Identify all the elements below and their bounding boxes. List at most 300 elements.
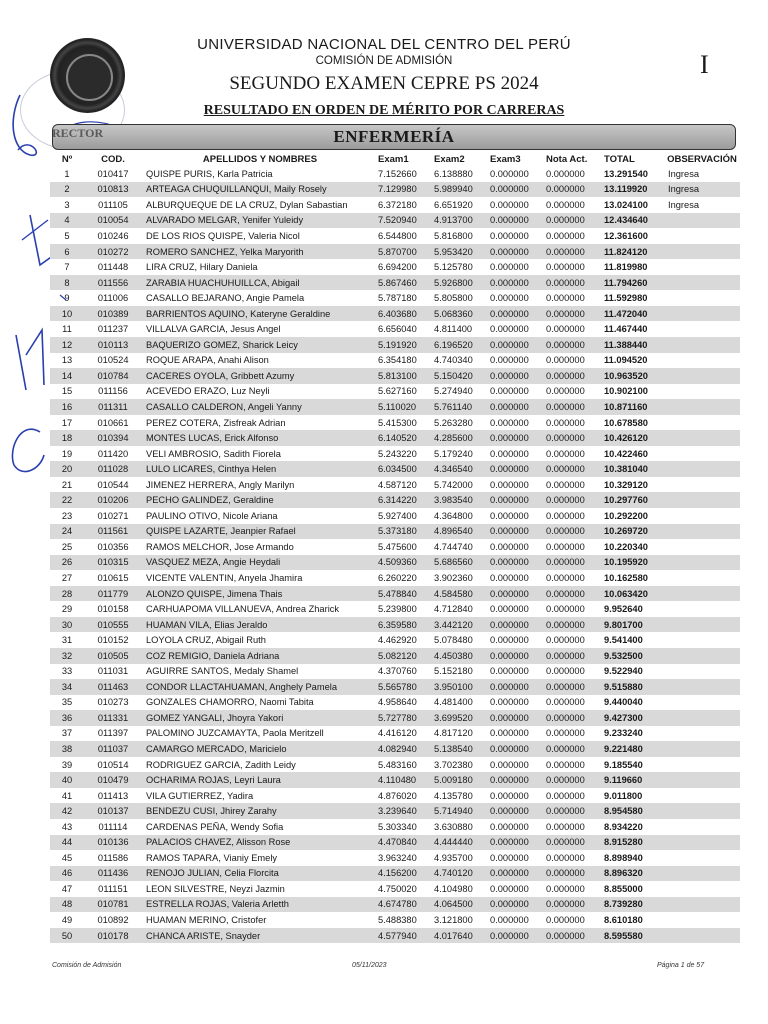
exam1-score: 4.876020 bbox=[378, 790, 417, 801]
row-number: 39 bbox=[61, 759, 73, 770]
student-name: RODRIGUEZ GARCIA, Zadith Leidy bbox=[146, 759, 296, 770]
exam1-score: 5.927400 bbox=[378, 510, 417, 521]
student-name: CASALLO CALDERON, Angeli Yanny bbox=[142, 399, 378, 415]
table-row bbox=[50, 757, 740, 773]
nota-act-score: 0.000000 bbox=[546, 337, 604, 353]
exam2-score: 4.935700 bbox=[434, 852, 473, 863]
exam-title: SEGUNDO EXAMEN CEPRE PS 2024 bbox=[229, 73, 539, 94]
table-row bbox=[50, 866, 740, 882]
exam3-score: 0.000000 bbox=[490, 324, 529, 335]
nota-act-score: 0.000000 bbox=[546, 492, 604, 508]
nota-act-score: 0.000000 bbox=[546, 915, 585, 926]
student-code: 010505 bbox=[84, 648, 142, 664]
student-code: 011114 bbox=[98, 821, 128, 832]
student-code: 010813 bbox=[84, 182, 142, 198]
nota-act-score: 0.000000 bbox=[546, 790, 585, 801]
exam1-score: 6.694200 bbox=[378, 262, 417, 273]
exam2-score: 5.152180 bbox=[434, 666, 473, 677]
observation bbox=[664, 415, 740, 431]
exam2-score: 5.125780 bbox=[434, 262, 473, 273]
total-score: 13.024100 bbox=[604, 199, 648, 210]
exam1-score: 5.565780 bbox=[378, 679, 434, 695]
total-score: 9.185540 bbox=[604, 759, 643, 770]
observation bbox=[664, 244, 740, 260]
exam1-score: 4.958640 bbox=[378, 697, 417, 708]
nota-act-score: 0.000000 bbox=[546, 555, 604, 571]
total-score: 10.292200 bbox=[604, 510, 648, 521]
total-score: 11.094520 bbox=[604, 355, 648, 366]
observation bbox=[664, 648, 740, 664]
nota-act-score: 0.000000 bbox=[546, 168, 585, 179]
student-name: BAQUERIZO GOMEZ, Sharick Leicy bbox=[142, 337, 378, 353]
table-row bbox=[50, 415, 740, 431]
exam1-score: 4.110480 bbox=[378, 772, 434, 788]
exam3-score: 0.000000 bbox=[490, 790, 529, 801]
row-number: 4 bbox=[50, 213, 84, 229]
total-score: 11.794260 bbox=[604, 275, 664, 291]
student-name: HUAMAN VILA, Elias Jeraldo bbox=[142, 617, 378, 633]
nota-act-score: 0.000000 bbox=[546, 666, 585, 677]
results-table bbox=[50, 152, 740, 943]
career-banner bbox=[52, 124, 736, 150]
observation bbox=[664, 772, 740, 788]
table-row bbox=[50, 835, 740, 851]
total-score: 8.934220 bbox=[604, 821, 643, 832]
student-code: 010136 bbox=[84, 835, 142, 851]
nota-act-score: 0.000000 bbox=[546, 679, 604, 695]
table-row bbox=[50, 524, 740, 540]
exam2-score: 5.686560 bbox=[434, 555, 490, 571]
student-name: RAMOS MELCHOR, Jose Armando bbox=[146, 541, 294, 552]
observation bbox=[664, 290, 740, 306]
observation bbox=[664, 601, 740, 617]
total-score: 8.595580 bbox=[604, 928, 664, 944]
student-name: CACERES OYOLA, Gribbett Azumy bbox=[142, 368, 378, 384]
exam3-score: 0.000000 bbox=[490, 230, 529, 241]
exam2-score: 4.017640 bbox=[434, 928, 490, 944]
total-score: 10.381040 bbox=[604, 461, 664, 477]
exam1-score: 5.415300 bbox=[378, 417, 417, 428]
row-number: 29 bbox=[61, 604, 73, 615]
table-row bbox=[50, 384, 740, 400]
nota-act-score: 0.000000 bbox=[546, 803, 604, 819]
observation bbox=[664, 586, 740, 602]
exam2-score: 4.740340 bbox=[434, 355, 473, 366]
student-code: 010246 bbox=[97, 230, 129, 241]
exam2-score: 4.740120 bbox=[434, 866, 490, 882]
student-name: CAMARGO MERCADO, Maricielo bbox=[142, 741, 378, 757]
nota-act-score: 0.000000 bbox=[546, 541, 585, 552]
exam3-score: 0.000000 bbox=[490, 479, 529, 490]
exam3-score: 0.000000 bbox=[490, 244, 546, 260]
table-row bbox=[50, 446, 740, 462]
total-score: 8.896320 bbox=[604, 866, 664, 882]
exam2-score: 5.742000 bbox=[434, 479, 473, 490]
student-name: VILA GUTIERREZ, Yadira bbox=[146, 790, 254, 801]
total-score: 8.610180 bbox=[604, 915, 643, 926]
row-number: 45 bbox=[61, 852, 73, 863]
exam2-score: 4.104980 bbox=[434, 883, 473, 894]
exam2-score: 4.064500 bbox=[434, 897, 490, 913]
table-row bbox=[50, 819, 740, 835]
student-name: RENOJO JULIAN, Celia Florcita bbox=[142, 866, 378, 882]
row-number: 32 bbox=[50, 648, 84, 664]
exam3-score: 0.000000 bbox=[490, 492, 546, 508]
student-code: 010524 bbox=[97, 355, 129, 366]
nota-act-score: 0.000000 bbox=[546, 852, 585, 863]
exam2-score: 5.816800 bbox=[434, 230, 473, 241]
total-score: 9.532500 bbox=[604, 648, 664, 664]
table-row bbox=[50, 695, 740, 711]
row-number: 34 bbox=[50, 679, 84, 695]
student-code: 010272 bbox=[84, 244, 142, 260]
observation bbox=[664, 399, 740, 415]
exam1-score: 4.470840 bbox=[378, 835, 434, 851]
observation bbox=[664, 928, 740, 944]
exam2-score: 4.744740 bbox=[434, 541, 473, 552]
nota-act-score: 0.000000 bbox=[546, 182, 604, 198]
row-number: 23 bbox=[61, 510, 73, 521]
row-number: 13 bbox=[61, 355, 73, 366]
student-code: 011463 bbox=[84, 679, 142, 695]
row-number: 48 bbox=[50, 897, 84, 913]
exam1-score: 6.034500 bbox=[378, 461, 434, 477]
exam1-score: 6.260220 bbox=[378, 572, 417, 583]
exam3-score: 0.000000 bbox=[490, 697, 529, 708]
exam3-score: 0.000000 bbox=[490, 337, 546, 353]
student-code: 010113 bbox=[84, 337, 142, 353]
row-number: 9 bbox=[64, 293, 70, 304]
student-code: 011006 bbox=[97, 293, 129, 304]
exam1-score: 6.544800 bbox=[378, 230, 417, 241]
table-row bbox=[50, 803, 740, 819]
observation bbox=[664, 679, 740, 695]
student-code: 011556 bbox=[84, 275, 142, 291]
exam1-score: 4.587120 bbox=[378, 479, 417, 490]
total-score: 9.221480 bbox=[604, 741, 664, 757]
exam2-score: 3.702380 bbox=[434, 759, 473, 770]
student-code: 011436 bbox=[84, 866, 142, 882]
observation bbox=[664, 353, 740, 369]
student-code: 010315 bbox=[84, 555, 142, 571]
exam1-score: 6.314220 bbox=[378, 492, 434, 508]
student-code: 011105 bbox=[98, 199, 128, 210]
student-code: 011779 bbox=[84, 586, 142, 602]
nota-act-score: 0.000000 bbox=[546, 741, 604, 757]
exam1-score: 4.509360 bbox=[378, 555, 434, 571]
table-header-row bbox=[50, 152, 740, 166]
observation bbox=[664, 275, 740, 291]
exam1-score: 5.787180 bbox=[378, 293, 417, 304]
observation: Ingresa bbox=[664, 182, 740, 198]
observation bbox=[664, 741, 740, 757]
exam1-score: 3.239640 bbox=[378, 803, 434, 819]
observation bbox=[664, 477, 740, 493]
nota-act-score: 0.000000 bbox=[546, 448, 585, 459]
student-name: JIMENEZ HERRERA, Angly Marilyn bbox=[146, 479, 295, 490]
total-score: 9.522940 bbox=[604, 666, 643, 677]
total-score: 10.297760 bbox=[604, 492, 664, 508]
nota-act-score: 0.000000 bbox=[546, 697, 585, 708]
exam2-score: 5.274940 bbox=[434, 386, 473, 397]
nota-act-score: 0.000000 bbox=[546, 417, 585, 428]
observation bbox=[664, 259, 740, 275]
exam2-score: 5.263280 bbox=[434, 417, 473, 428]
exam3-score: 0.000000 bbox=[490, 759, 529, 770]
exam1-score: 5.627160 bbox=[378, 386, 417, 397]
observation bbox=[664, 819, 740, 835]
exam3-score: 0.000000 bbox=[490, 541, 529, 552]
student-name: AGUIRRE SANTOS, Medaly Shamel bbox=[146, 666, 299, 677]
footer-commission: Comisión de Admisión bbox=[52, 962, 122, 969]
nota-act-score: 0.000000 bbox=[546, 928, 604, 944]
exam2-score: 5.068360 bbox=[434, 306, 490, 322]
row-number: 35 bbox=[61, 697, 73, 708]
total-score: 8.739280 bbox=[604, 897, 664, 913]
student-code: 010661 bbox=[97, 417, 129, 428]
student-code: 011397 bbox=[97, 728, 129, 739]
nota-act-score: 0.000000 bbox=[546, 604, 585, 615]
student-code: 010054 bbox=[84, 213, 142, 229]
exam1-score: 5.191920 bbox=[378, 337, 434, 353]
exam1-score: 7.129980 bbox=[378, 182, 434, 198]
nota-act-score: 0.000000 bbox=[546, 199, 585, 210]
student-name: QUISPE PURIS, Karla Patricia bbox=[146, 168, 273, 179]
exam3-score: 0.000000 bbox=[490, 821, 529, 832]
student-name: ACEVEDO ERAZO, Luz Neyli bbox=[146, 386, 270, 397]
table-row bbox=[50, 213, 740, 229]
observation bbox=[664, 803, 740, 819]
total-score: 10.195920 bbox=[604, 555, 664, 571]
nota-act-score: 0.000000 bbox=[546, 635, 585, 646]
total-score: 9.011800 bbox=[604, 790, 643, 801]
exam3-score: 0.000000 bbox=[490, 741, 546, 757]
exam1-score: 6.372180 bbox=[378, 199, 417, 210]
student-code: 011037 bbox=[84, 741, 142, 757]
student-name: ZARABIA HUACHUHUILLCA, Abigail bbox=[142, 275, 378, 291]
exam1-score: 3.963240 bbox=[378, 852, 417, 863]
student-code: 011151 bbox=[98, 883, 128, 894]
table-row bbox=[50, 539, 740, 555]
student-code: 011448 bbox=[97, 262, 129, 273]
observation bbox=[664, 695, 740, 711]
nota-act-score: 0.000000 bbox=[546, 524, 604, 540]
exam3-score: 0.000000 bbox=[490, 866, 546, 882]
row-number: 40 bbox=[50, 772, 84, 788]
observation bbox=[664, 446, 740, 462]
exam1-score: 4.082940 bbox=[378, 741, 434, 757]
student-name: PAULINO OTIVO, Nicole Ariana bbox=[146, 510, 278, 521]
table-row bbox=[50, 430, 740, 446]
table-row bbox=[50, 897, 740, 913]
student-code: 010394 bbox=[84, 430, 142, 446]
exam3-score: 0.000000 bbox=[490, 803, 546, 819]
observation bbox=[664, 384, 740, 400]
student-code: 010417 bbox=[97, 168, 129, 179]
observation bbox=[664, 461, 740, 477]
row-number: 11 bbox=[62, 324, 72, 335]
student-name: ALBURQUEQUE DE LA CRUZ, Dylan Sabastian bbox=[146, 199, 348, 210]
row-number: 42 bbox=[50, 803, 84, 819]
exam3-score: 0.000000 bbox=[490, 572, 529, 583]
total-score: 9.952640 bbox=[604, 604, 643, 615]
observation bbox=[664, 306, 740, 322]
student-code: 011028 bbox=[84, 461, 142, 477]
observation bbox=[664, 710, 740, 726]
row-number: 26 bbox=[50, 555, 84, 571]
observation bbox=[664, 539, 740, 555]
student-name: CARHUAPOMA VILLANUEVA, Andrea Zharick bbox=[146, 604, 340, 615]
exam1-score: 5.727780 bbox=[378, 710, 434, 726]
observation bbox=[664, 664, 740, 680]
student-name: VICENTE VALENTIN, Anyela Jhamira bbox=[146, 572, 303, 583]
student-name: RAMOS TAPARA, Vianiy Emely bbox=[146, 852, 278, 863]
student-name: OCHARIMA ROJAS, Leyri Laura bbox=[142, 772, 378, 788]
exam1-score: 4.750020 bbox=[378, 883, 417, 894]
exam1-score: 6.359580 bbox=[378, 617, 434, 633]
total-score: 8.915280 bbox=[604, 835, 664, 851]
exam1-score: 5.243220 bbox=[378, 448, 417, 459]
nota-act-score: 0.000000 bbox=[546, 213, 604, 229]
nota-act-score: 0.000000 bbox=[546, 355, 585, 366]
student-code: 011420 bbox=[97, 448, 129, 459]
exam1-score: 4.416120 bbox=[378, 728, 417, 739]
table-row bbox=[50, 881, 740, 897]
student-code: 010178 bbox=[84, 928, 142, 944]
student-name: VELI AMBROSIO, Sadith Fiorela bbox=[146, 448, 281, 459]
student-name: ARTEAGA CHUQUILLANQUI, Maily Rosely bbox=[142, 182, 378, 198]
total-score: 10.426120 bbox=[604, 430, 664, 446]
row-number: 18 bbox=[50, 430, 84, 446]
student-code: 011331 bbox=[84, 710, 142, 726]
row-number: 2 bbox=[50, 182, 84, 198]
exam2-score: 6.196520 bbox=[434, 337, 490, 353]
university-name: UNIVERSIDAD NACIONAL DEL CENTRO DEL PERÚ bbox=[197, 36, 571, 53]
exam3-score: 0.000000 bbox=[490, 417, 529, 428]
row-number: 22 bbox=[50, 492, 84, 508]
nota-act-score: 0.000000 bbox=[546, 866, 604, 882]
student-name: CONDOR LLACTAHUAMAN, Anghely Pamela bbox=[142, 679, 378, 695]
exam1-score: 6.140520 bbox=[378, 430, 434, 446]
student-code: 011586 bbox=[97, 852, 129, 863]
exam1-score: 5.813100 bbox=[378, 368, 434, 384]
table-row bbox=[50, 570, 740, 586]
row-number: 14 bbox=[50, 368, 84, 384]
table-row bbox=[50, 368, 740, 384]
total-score: 11.824120 bbox=[604, 244, 664, 260]
exam1-score: 4.156200 bbox=[378, 866, 434, 882]
nota-act-score: 0.000000 bbox=[546, 772, 604, 788]
row-number: 43 bbox=[61, 821, 73, 832]
table-row bbox=[50, 353, 740, 369]
student-code: 011237 bbox=[97, 324, 129, 335]
student-code: 010784 bbox=[84, 368, 142, 384]
row-number: 44 bbox=[50, 835, 84, 851]
exam3-score: 0.000000 bbox=[490, 355, 529, 366]
student-name: ALONZO QUISPE, Jimena Thais bbox=[142, 586, 378, 602]
exam2-score: 3.442120 bbox=[434, 617, 490, 633]
exam1-score: 4.674780 bbox=[378, 897, 434, 913]
student-name: VILLALVA GARCIA, Jesus Angel bbox=[146, 324, 281, 335]
exam2-score: 4.913700 bbox=[434, 213, 490, 229]
total-score: 9.427300 bbox=[604, 710, 664, 726]
student-name: PALACIOS CHAVEZ, Alisson Rose bbox=[142, 835, 378, 851]
row-number: 36 bbox=[50, 710, 84, 726]
exam2-score: 4.584580 bbox=[434, 586, 490, 602]
row-number: 31 bbox=[61, 635, 73, 646]
total-score: 9.515880 bbox=[604, 679, 664, 695]
nota-act-score: 0.000000 bbox=[546, 244, 604, 260]
exam2-score: 5.009180 bbox=[434, 772, 490, 788]
table-row bbox=[50, 508, 740, 524]
table-row bbox=[50, 197, 740, 213]
exam3-score: 0.000000 bbox=[490, 604, 529, 615]
total-score: 10.422460 bbox=[604, 448, 648, 459]
observation bbox=[664, 570, 740, 586]
observation bbox=[664, 788, 740, 804]
col-header-exam3: Exam3 bbox=[490, 153, 521, 165]
table-row bbox=[50, 601, 740, 617]
total-score: 10.063420 bbox=[604, 586, 664, 602]
exam3-score: 0.000000 bbox=[490, 852, 529, 863]
exam3-score: 0.000000 bbox=[490, 666, 529, 677]
student-name: GONZALES CHAMORRO, Naomi Tabita bbox=[146, 697, 314, 708]
exam3-score: 0.000000 bbox=[490, 510, 529, 521]
observation bbox=[664, 524, 740, 540]
table-row bbox=[50, 788, 740, 804]
row-number: 20 bbox=[50, 461, 84, 477]
col-header-code: COD. bbox=[101, 153, 125, 165]
exam2-score: 4.811400 bbox=[434, 324, 473, 335]
table-row bbox=[50, 275, 740, 291]
exam1-score: 6.656040 bbox=[378, 324, 417, 335]
student-code: 010356 bbox=[97, 541, 129, 552]
student-code: 010555 bbox=[84, 617, 142, 633]
table-row bbox=[50, 166, 740, 182]
table-row bbox=[50, 586, 740, 602]
exam2-score: 5.926800 bbox=[434, 275, 490, 291]
student-name: ROMERO SANCHEZ, Yelka Maryorith bbox=[142, 244, 378, 260]
total-score: 10.220340 bbox=[604, 541, 648, 552]
exam3-score: 0.000000 bbox=[490, 199, 529, 210]
total-score: 13.119920 bbox=[604, 182, 664, 198]
exam3-score: 0.000000 bbox=[490, 586, 546, 602]
table-row bbox=[50, 477, 740, 493]
student-code: 010152 bbox=[97, 635, 129, 646]
nota-act-score: 0.000000 bbox=[546, 479, 585, 490]
student-name: LOYOLA CRUZ, Abigail Ruth bbox=[146, 635, 266, 646]
row-number: 50 bbox=[50, 928, 84, 944]
student-name: CARDENAS PEÑA, Wendy Sofia bbox=[146, 821, 284, 832]
observation bbox=[664, 213, 740, 229]
nota-act-score: 0.000000 bbox=[546, 230, 585, 241]
row-number: 15 bbox=[61, 386, 73, 397]
exam2-score: 3.902360 bbox=[434, 572, 473, 583]
exam2-score: 5.989940 bbox=[434, 182, 490, 198]
nota-act-score: 0.000000 bbox=[546, 262, 585, 273]
student-code: 010892 bbox=[97, 915, 129, 926]
exam3-score: 0.000000 bbox=[490, 430, 546, 446]
observation bbox=[664, 912, 740, 928]
exam3-score: 0.000000 bbox=[490, 835, 546, 851]
col-header-nota-act: Nota Act. bbox=[546, 153, 588, 165]
student-name: DE LOS RIOS QUISPE, Valeria Nicol bbox=[146, 230, 300, 241]
nota-act-score: 0.000000 bbox=[546, 617, 604, 633]
total-score: 10.963520 bbox=[604, 368, 664, 384]
student-code: 010389 bbox=[84, 306, 142, 322]
row-number: 16 bbox=[50, 399, 84, 415]
total-score: 10.269720 bbox=[604, 524, 664, 540]
